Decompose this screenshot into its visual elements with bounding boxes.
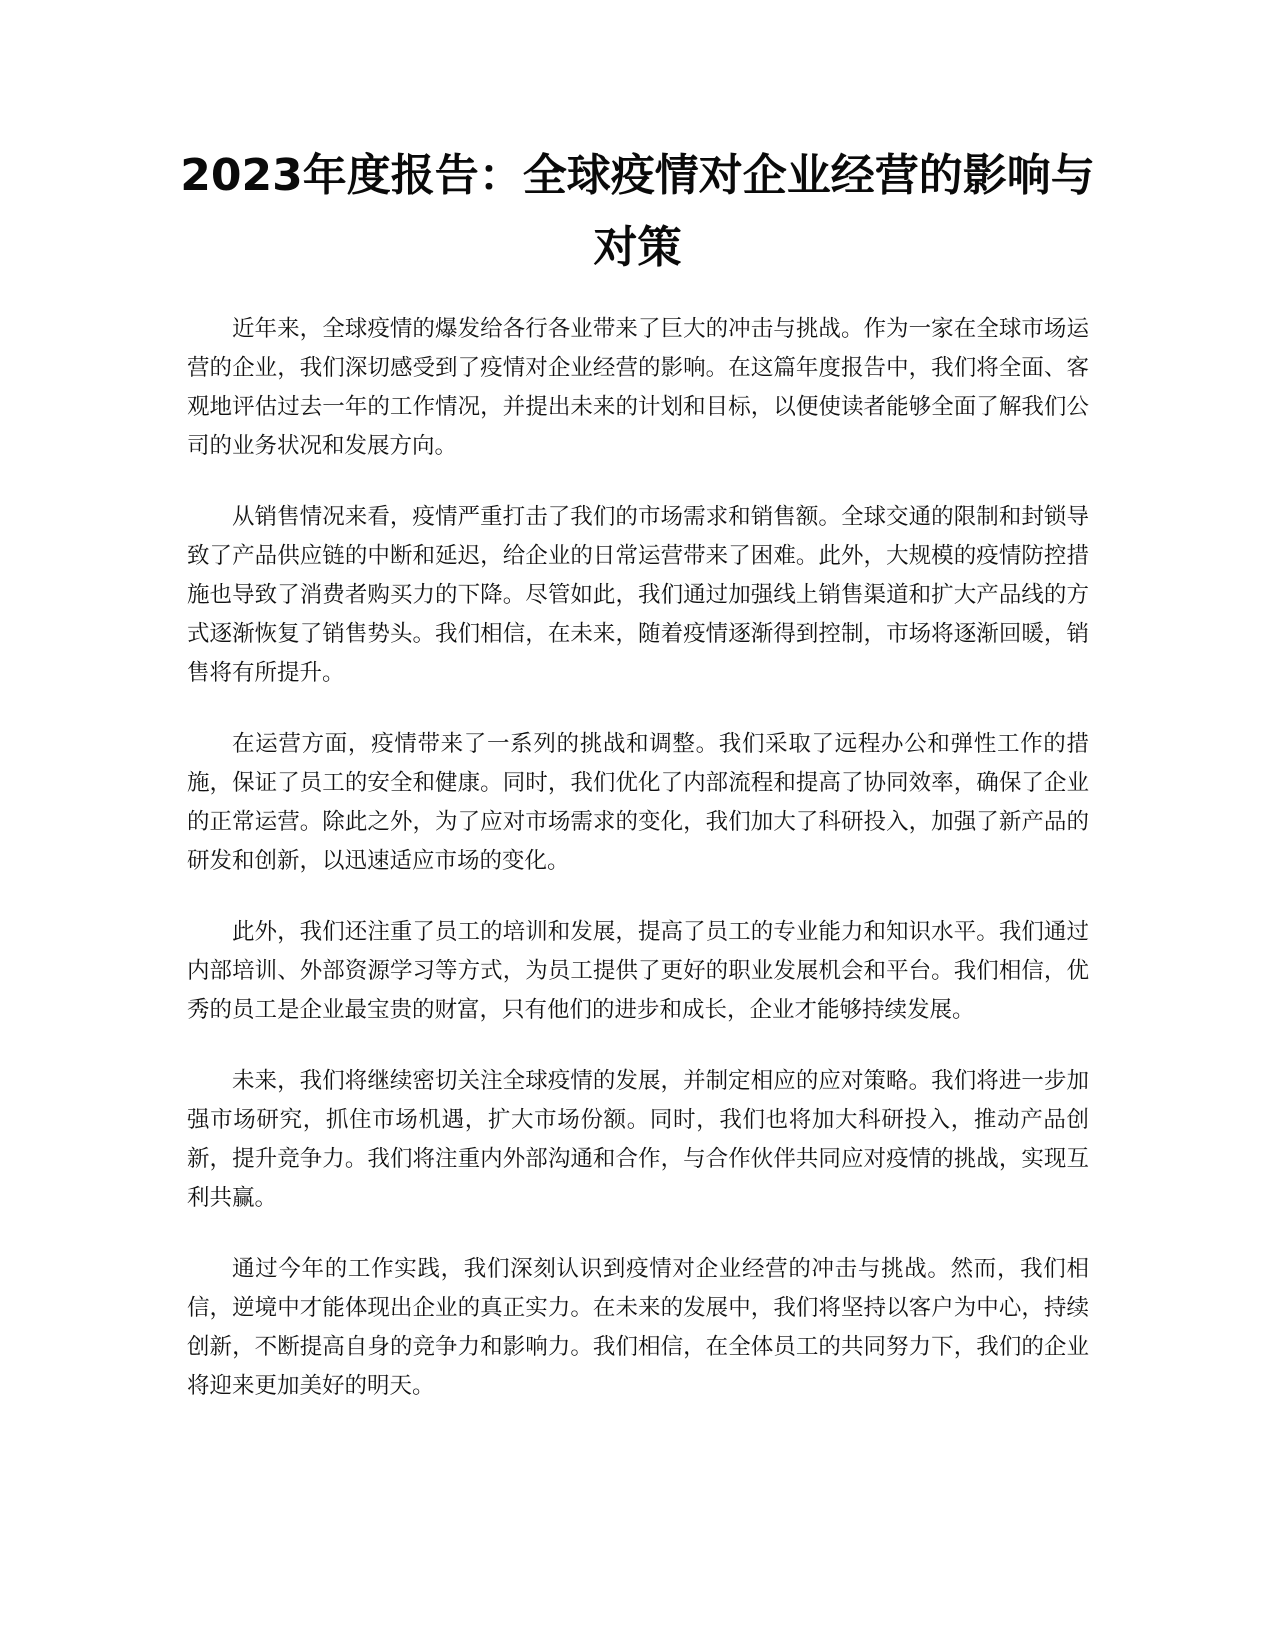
paragraph-3: 在运营方面，疫情带来了一系列的挑战和调整。我们采取了远程办公和弹性工作的措施，保证了员工的安全和健康。同时，我们优化了内部流程和提高了协同效率，确保了企业的正常运营。除此之外，为了应对市场需求的变化，我们加大了科研投入，加强了新产品的研发和创新，以迅速适应市场的变化。 (187, 731, 1089, 874)
paragraph-5: 未来，我们将继续密切关注全球疫情的发展，并制定相应的应对策略。我们将进一步加强市场研究，抓住市场机遇，扩大市场份额。同时，我们也将加大科研投入，推动产品创新，提升竞争力。我们将注重内外部沟通和合作，与合作伙伴共同应对疫情的挑战，实现互利共赢。 (187, 1068, 1089, 1211)
paragraph-1: 近年来，全球疫情的爆发给各行各业带来了巨大的冲击与挑战。作为一家在全球市场运营的企业，我们深切感受到了疫情对企业经营的影响。在这篇年度报告中，我们将全面、客观地评估过去一年的工作情况，并提出未来的计划和目标，以便使读者能够全面了解我们公司的业务状况和发展方向。 (187, 316, 1089, 459)
paragraph-6: 通过今年的工作实践，我们深刻认识到疫情对企业经营的冲击与挑战。然而，我们相信，逆境中才能体现出企业的真正实力。在未来的发展中，我们将坚持以客户为中心，持续创新，不断提高自身的竞争力和影响力。我们相信，在全体员工的共同努力下，我们的企业将迎来更加美好的明天。 (187, 1256, 1089, 1399)
paragraph-2: 从销售情况来看，疫情严重打击了我们的市场需求和销售额。全球交通的限制和封锁导致了产品供应链的中断和延迟，给企业的日常运营带来了困难。此外，大规模的疫情防控措施也导致了消费者购买力的下降。尽管如此，我们通过加强线上销售渠道和扩大产品线的方式逐渐恢复了销售势头。我们相信，在未来，随着疫情逐渐得到控制，市场将逐渐回暖，销售将有所提升。 (187, 504, 1089, 686)
document-body (187, 310, 1089, 1438)
paragraph-4: 此外，我们还注重了员工的培训和发展，提高了员工的专业能力和知识水平。我们通过内部培训、外部资源学习等方式，为员工提供了更好的职业发展机会和平台。我们相信，优秀的员工是企业最宝贵的财富，只有他们的进步和成长，企业才能够持续发展。 (187, 919, 1089, 1023)
document-title: 2023年度报告：全球疫情对企业经营的影响与对策 (180, 150, 1095, 273)
